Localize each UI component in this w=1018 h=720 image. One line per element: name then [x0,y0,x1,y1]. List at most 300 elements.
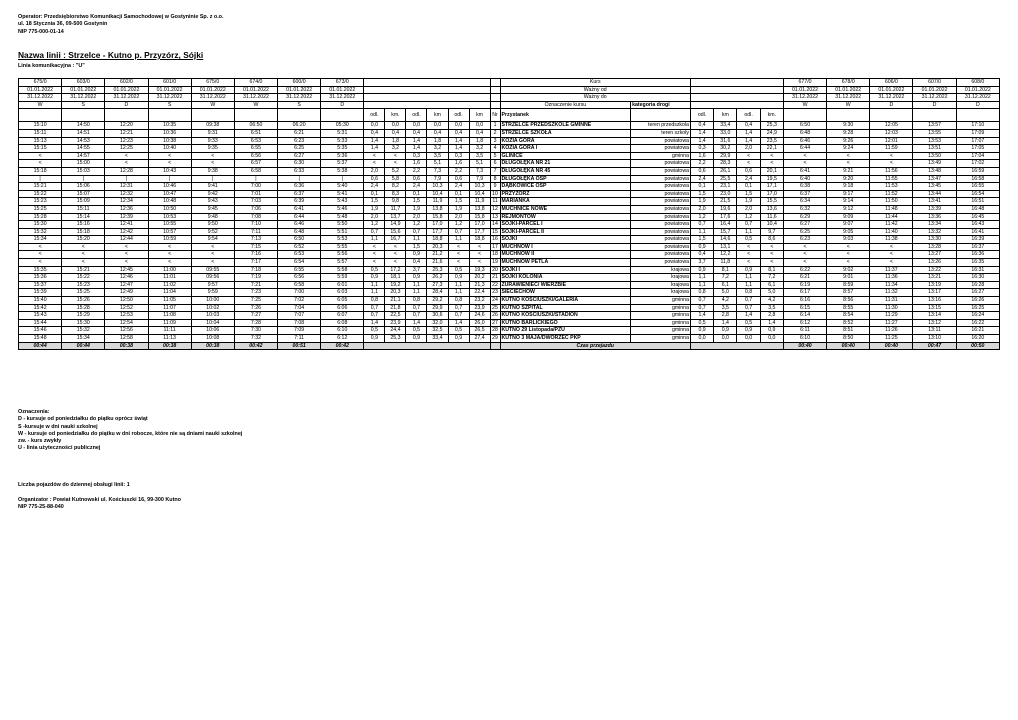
km-header: km [427,109,448,122]
departure-time: 13:19 [913,281,956,289]
stop-name: KUTNO 3 MAJA/DWORZEC PKP [500,335,631,343]
distance-value: 14,9 [385,221,406,229]
departure-time: 7:08 [234,213,277,221]
departure-time: 15:42 [19,304,62,312]
departure-time: 09:38 [191,122,234,130]
departure-time: 6:50 [278,236,321,244]
departure-time: 15:44 [19,319,62,327]
distance-value: 1,4 [714,319,737,327]
departure-time: 09:56 [191,274,234,282]
departure-time: 13:39 [913,205,956,213]
departure-time: 7:06 [234,205,277,213]
distance-value: 0,9 [690,327,713,335]
distance-value: 0,3 [448,152,469,160]
stop-name: MUCHNICE NOWE [500,205,631,213]
departure-time: 7:01 [234,190,277,198]
distance-value: 0,7 [737,221,760,229]
stop-number: 12 [490,205,500,213]
distance-value: 17,7 [469,228,490,236]
stop-number: 10 [490,190,500,198]
stop-name: DĄBKOWICE OSP [500,183,631,191]
distance-value: 0,9 [448,274,469,282]
distance-value: < [469,259,490,267]
departure-time: 6:08 [321,319,364,327]
distance-value: 15,6 [385,228,406,236]
valid-from-date: 01.01.2022 [234,86,277,94]
departure-time: 13:22 [913,266,956,274]
departure-time: 15:32 [19,228,62,236]
distance-value: 0,4 [406,259,427,267]
departure-time: 16:41 [956,228,999,236]
distance-value: 2,8 [714,312,737,320]
spacer [364,94,490,102]
departure-time: < [62,243,105,251]
course-mark: S [148,101,191,109]
departure-time: 11:13 [148,335,191,343]
valid-to-date: 31.12.2022 [148,94,191,102]
distance-value: 9,7 [760,228,783,236]
road-category: powiatowa [631,175,691,183]
departure-time: 9:52 [191,228,234,236]
departure-time: 15:40 [19,297,62,305]
departure-time: < [148,251,191,259]
distance-value: < [364,251,385,259]
distance-value: 0,0 [737,335,760,343]
timetable-row [19,152,1000,160]
distance-value: 28,3 [714,160,737,168]
distance-value: 0,4 [690,122,713,130]
distance-value: 2,0 [448,213,469,221]
departure-time: < [19,152,62,160]
departure-time: 6:16 [783,297,826,305]
departure-time: 5:50 [321,221,364,229]
distance-value: < [469,243,490,251]
departure-time: 15:30 [62,319,105,327]
departure-time: 13:17 [913,289,956,297]
departure-time: 11:27 [870,319,913,327]
departure-time: < [105,259,148,267]
distance-value: 3,2 [427,145,448,153]
note-line: Oznaczenia: [18,409,50,415]
course-mark: W [827,101,870,109]
departure-time: 8:59 [827,281,870,289]
distance-value: 1,1 [364,289,385,297]
distance-value: 3,5 [427,152,448,160]
distance-value: 0,0 [385,122,406,130]
departure-time: 11:50 [870,198,913,206]
departure-time: 9:59 [191,289,234,297]
departure-time: 12:45 [105,266,148,274]
spacer [690,79,783,87]
distance-value: 0,9 [448,335,469,343]
course-number: 675/0 [191,79,234,87]
departure-time: 7:04 [278,304,321,312]
departure-time: 13:34 [913,221,956,229]
spacer [690,94,783,102]
stop-name-header: Przystanek [500,109,631,122]
departure-time: 15:36 [19,274,62,282]
departure-time: 11:38 [870,236,913,244]
departure-time: 15:07 [62,190,105,198]
distance-value: 22,1 [760,145,783,153]
departure-time: < [191,251,234,259]
departure-time: 6:15 [783,304,826,312]
distance-value: 22,4 [469,289,490,297]
departure-time: 15:10 [19,122,62,130]
stop-number: 18 [490,251,500,259]
departure-time: 16:20 [956,335,999,343]
course-mark: D [956,101,999,109]
stop-number: 25 [490,304,500,312]
departure-time: < [783,243,826,251]
distance-value: 3,5 [469,152,490,160]
departure-time: 15:28 [19,213,62,221]
distance-value: < [737,160,760,168]
departure-time: 16:24 [956,312,999,320]
distance-value: 0,5 [737,236,760,244]
stop-number: 7 [490,167,500,175]
departure-time: 9:26 [827,137,870,145]
distance-value: 1,1 [737,228,760,236]
distance-value: 10,3 [469,183,490,191]
distance-value: 0,7 [448,304,469,312]
departure-time: < [191,243,234,251]
departure-time: 15:48 [19,335,62,343]
departure-time: 11:48 [870,205,913,213]
valid-from-date: 01.01.2022 [148,86,191,94]
departure-time: 16:55 [956,183,999,191]
distance-value: 0,9 [406,251,427,259]
distance-value: 12,2 [714,251,737,259]
spacer [490,94,500,102]
departure-time: | [148,175,191,183]
distance-value: 2,0 [737,145,760,153]
departure-time: 11:01 [148,274,191,282]
departure-time: 6:03 [321,289,364,297]
stop-name: SÓJKI [500,236,631,244]
departure-time: 15:21 [19,183,62,191]
departure-time: 11:56 [870,167,913,175]
departure-time: < [870,259,913,267]
stop-number: 29 [490,335,500,343]
departure-time: 7:17 [234,259,277,267]
distance-value: 3,7 [690,259,713,267]
organizer-name: Organizator : Powiat Kutnowski ul. Kościuszki 16, 99-300 Kutno [18,497,181,503]
departure-time: 8:56 [827,297,870,305]
distance-value: 1,9 [448,205,469,213]
departure-time: 6:25 [783,228,826,236]
distance-value: < [737,152,760,160]
spacer [105,109,148,122]
course-number: 678/0 [827,79,870,87]
line-subtitle: Linia komunikacyjna : "U" [18,63,85,69]
departure-time: 15:34 [19,236,62,244]
timetable-row [19,251,1000,259]
departure-time: 13:44 [913,190,956,198]
timetable-row [19,304,1000,312]
stop-name: DŁUGOŁĘKA NR 21 [500,160,631,168]
timetable-row [19,259,1000,267]
travel-time: 00:40 [783,342,826,350]
departure-time: 6:34 [783,198,826,206]
valid-to-date: 31.12.2022 [827,94,870,102]
departure-time: 9:03 [827,236,870,244]
departure-time: 6:05 [321,297,364,305]
departure-time: 15:34 [62,335,105,343]
distance-value: 23,9 [385,319,406,327]
distance-value: < [364,259,385,267]
distance-value: 11,7 [385,205,406,213]
departure-time: < [105,251,148,259]
departure-time: 15:18 [19,167,62,175]
departure-time: 16:35 [956,259,999,267]
distance-value: 1,4 [737,137,760,145]
distance-value: 0,9 [760,327,783,335]
departure-time: 9:05 [827,228,870,236]
distance-value: 1,4 [448,319,469,327]
departure-time: 13:14 [913,312,956,320]
departure-time: 16:39 [956,236,999,244]
distance-value: 1,2 [448,221,469,229]
departure-time: 6:57 [234,160,277,168]
spacer [490,86,500,94]
distance-value: 1,1 [364,281,385,289]
departure-time: 6:44 [278,213,321,221]
departure-time: 6:53 [278,251,321,259]
departure-time: 11:59 [870,145,913,153]
distance-value: 0,4 [690,251,713,259]
distance-value: 30,6 [427,312,448,320]
departure-time: 15:11 [19,129,62,137]
departure-time: 7:02 [278,297,321,305]
departure-time: 9:18 [827,183,870,191]
distance-value: 0,7 [406,304,427,312]
distance-value: 0,4 [737,122,760,130]
departure-time: 9:50 [191,221,234,229]
departure-time: 13:48 [913,167,956,175]
road-category: powiatowa [631,213,691,221]
stop-number: 23 [490,289,500,297]
distance-value: 11,8 [714,259,737,267]
departure-time: 15:03 [62,167,105,175]
departure-time: 6:23 [783,236,826,244]
stop-number: 11 [490,198,500,206]
distance-value: 1,9 [690,198,713,206]
operator-block [18,14,223,36]
distance-value: 3,5 [714,304,737,312]
departure-time: 16:25 [956,304,999,312]
departure-time: 15:25 [19,205,62,213]
distance-value: 0,9 [406,274,427,282]
departure-time: 11:29 [870,312,913,320]
departure-time: 14:51 [62,129,105,137]
valid-from-row [19,86,1000,94]
valid-from-date: 01.01.2022 [191,86,234,94]
line-title: Nazwa linii : Strzelce - Kutno p. Przyzórz, Sójki [18,50,204,60]
distance-value: 5,8 [385,175,406,183]
course-mark: S [62,101,105,109]
distance-value: 7,9 [469,175,490,183]
departure-time: 14:57 [62,152,105,160]
distance-value: 2,4 [737,175,760,183]
spacer [364,101,490,109]
distance-value: 0,0 [406,122,427,130]
timetable-row [19,312,1000,320]
distance-value: 2,4 [364,183,385,191]
distance-value: 28,4 [427,289,448,297]
distance-header: odl. [364,109,385,122]
departure-time: 6:44 [783,145,826,153]
departure-time: 10:38 [148,137,191,145]
departure-time: 11:31 [870,297,913,305]
departure-time: 12:31 [105,183,148,191]
departure-time: 5:46 [321,205,364,213]
departure-time: 6:29 [783,213,826,221]
timetable-row [19,221,1000,229]
departure-time: 9:31 [191,129,234,137]
road-category: powiatowa [631,228,691,236]
distance-value: 13,8 [469,205,490,213]
road-category: krajowa [631,281,691,289]
stop-name: SÓJKI-PARCEL II [500,228,631,236]
stop-number: 20 [490,266,500,274]
distance-value: 0,5 [364,327,385,335]
course-mark-label: Oznaczenie kursu [500,101,631,109]
departure-time: 9:43 [191,198,234,206]
valid-to-date: 31.12.2022 [278,94,321,102]
road-category: gminna [631,304,691,312]
stop-name: KUTNO KOŚCIUSZKI/GALERIA [500,297,631,305]
course-mark: D [913,101,956,109]
stop-number: 21 [490,274,500,282]
distance-value: 1,1 [737,274,760,282]
stop-number: 9 [490,183,500,191]
departure-time: 5:33 [321,137,364,145]
departure-time: 13:21 [913,274,956,282]
departure-time: 7:03 [234,198,277,206]
departure-time: 7:26 [234,304,277,312]
departure-time: < [19,251,62,259]
departure-time: 15:21 [62,266,105,274]
distance-value: 2,4 [406,183,427,191]
valid-to-date: 31.12.2022 [956,94,999,102]
departure-time: 7:25 [234,297,277,305]
distance-value: 2,2 [448,167,469,175]
distance-value: 1,6 [448,160,469,168]
departure-time: < [19,160,62,168]
timetable-row [19,190,1000,198]
spacer [278,109,321,122]
departure-time: 6:46 [783,137,826,145]
course-number-row [19,79,1000,87]
departure-time: 16:51 [956,198,999,206]
distance-value: 1,1 [448,281,469,289]
departure-time: 6:40 [783,175,826,183]
departure-time: < [783,152,826,160]
departure-time: < [783,160,826,168]
timetable-row [19,297,1000,305]
departure-time: 8:57 [827,289,870,297]
departure-time: 16:45 [956,213,999,221]
departure-time: 6:56 [234,152,277,160]
departure-time: 16:36 [956,251,999,259]
operator-name: Operator: Przedsiębiorstwo Komunikacji Samochodowej w Gostyninie Sp. z o.o. [18,14,224,20]
departure-time: 10:02 [191,304,234,312]
course-number: 606/0 [870,79,913,87]
distance-value: 16,4 [714,221,737,229]
distance-value: 0,6 [737,167,760,175]
distance-value: < [364,152,385,160]
distance-value: 0,7 [364,312,385,320]
departure-time: 12:23 [105,137,148,145]
departure-time: 15:25 [62,289,105,297]
stop-number: 2 [490,129,500,137]
travel-time: 00:47 [913,342,956,350]
distance-value: 0,9 [714,327,737,335]
distance-value: 11,9 [469,198,490,206]
departure-time: 5:53 [321,236,364,244]
departure-time: 15:18 [62,228,105,236]
departure-time: 13:53 [913,137,956,145]
distance-value: 0,3 [690,145,713,153]
distance-value: 3,2 [385,145,406,153]
distance-value: 0,4 [406,129,427,137]
departure-time: 6:12 [321,335,364,343]
road-category: powiatowa [631,221,691,229]
departure-time: 9:54 [191,236,234,244]
valid-to-date: 31.12.2022 [913,94,956,102]
road-category: powiatowa [631,145,691,153]
road-category: gminna [631,152,691,160]
departure-time: 14:50 [62,122,105,130]
distance-value: 32,5 [427,327,448,335]
distance-value: 5,1 [469,160,490,168]
distance-value: 1,1 [448,236,469,244]
distance-value: 15,7 [714,228,737,236]
course-mark: S [278,101,321,109]
departure-time: 11:44 [870,213,913,221]
departure-time: 5:51 [321,228,364,236]
departure-time: 6:10 [321,327,364,335]
timetable-row [19,236,1000,244]
departure-time: 11:11 [148,327,191,335]
departure-time: < [191,152,234,160]
road-category: gminna [631,327,691,335]
stop-number: 19 [490,259,500,267]
departure-time: 8:51 [827,327,870,335]
departure-time: 9:41 [191,183,234,191]
valid-from-date: 01.01.2022 [321,86,364,94]
distance-value: 2,4 [690,175,713,183]
distance-value: 0,7 [690,304,713,312]
distance-value: 1,9 [364,205,385,213]
distance-value: 0,8 [364,297,385,305]
distance-value: 1,4 [737,129,760,137]
distance-value: 32,0 [427,319,448,327]
departure-time: 11:32 [870,289,913,297]
operator-nip: NIP 775-000-01-14 [18,28,64,35]
departure-time: 15:14 [62,213,105,221]
departure-time: 10:03 [191,312,234,320]
departure-time: 15:22 [62,274,105,282]
distance-value: 0,6 [448,175,469,183]
departure-time: 12:21 [105,129,148,137]
distance-value: 22,5 [385,312,406,320]
distance-header: odl. [690,109,713,122]
note-line: D - kursuje od poniedziałku do piątku oprócz świąt [18,416,148,423]
distance-value: 0,7 [737,297,760,305]
spacer [364,79,490,87]
